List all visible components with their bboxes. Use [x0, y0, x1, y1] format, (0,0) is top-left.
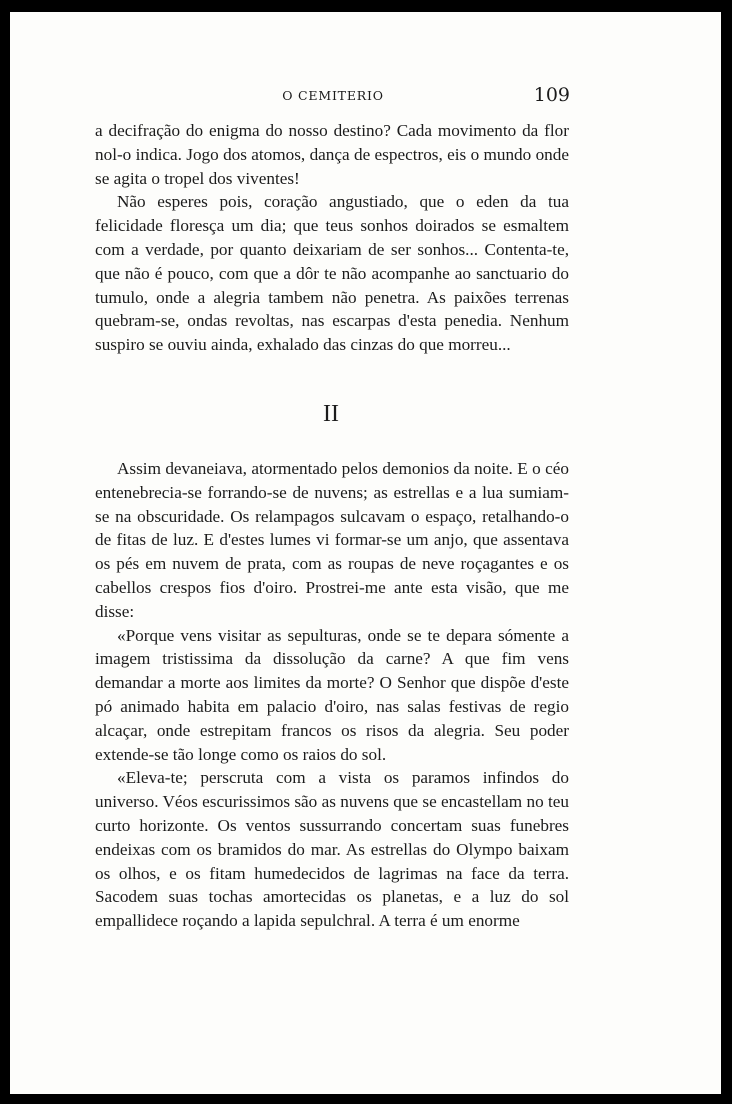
paragraph: «Porque vens visitar as sepulturas, onde se te depara sómente a imagem tristissima da dissolução da carne? A que fim vens demandar a morte aos limites da morte? O Senhor que dispõe d'este pó animado habita em palacio d'oiro, nas salas festivas de regio alcaçar, onde estrepitam francos os risos da alegria. Seu poder extende-se tão longe como os raios do sol.	[95, 625, 569, 764]
section-numeral: II	[323, 401, 339, 427]
paragraph: a decifração do enigma do nosso destino? Cada movimento da flor nol-o indica. Jogo dos atomos, dança de espectros, eis o mundo onde se agita o tropel dos viventes!	[95, 121, 569, 188]
running-header	[0, 0, 732, 110]
paragraph: Assim devaneiava, atormentado pelos demonios da noite. E o céo entenebrecia-se forrando-se de nuvens; as estrellas e a lua sumiam-se na obscuridade. Os relampagos sulcavam o espaço, retalhando-o de fitas de luz. E d'estes lumes vi formar-se um anjo, que assentava os pés em nuvem de prata, com as roupas de neve roçagantes e os cabellos crespos fios d'oiro. Prostrei-me ante esta visão, que me disse:	[95, 459, 569, 621]
top-text-block	[95, 119, 569, 357]
paragraph: Não esperes pois, coração angustiado, que o eden da tua felicidade floresça um dia; que teus sonhos doirados se esmaltem com a verdade, por quanto deixariam de ser sonhos... Contenta-te, que não é pouco, com que a dôr te não acompanhe ao sanctuario do tumulo, onde a alegria tambem não penetra. As paixões terrenas quebram-se, ondas revoltas, nas escarpas d'esta penedia. Nenhum suspiro se ouviu ainda, exhalado das cinzas do que morreu...	[95, 192, 569, 355]
paragraph: «Eleva-te; perscruta com a vista os paramos infindos do universo. Véos escurissimos são as nuvens que se encastellam no teu curto horizonte. Os ventos sussurrando concertam suas funebres endeixas com os bramidos do mar. As estrellas do Olympo baixam os olhos, e os fitam humedecidos de lagrimas na face da terra. Sacodem suas tochas amortecidas os planetas, e a luz do sol empallidece roçando a lapida sepulchral. A terra é um enorme	[95, 768, 569, 931]
running-title: O CEMITERIO	[282, 88, 384, 103]
page-number: 109	[533, 84, 570, 106]
bottom-text-block	[95, 457, 569, 933]
